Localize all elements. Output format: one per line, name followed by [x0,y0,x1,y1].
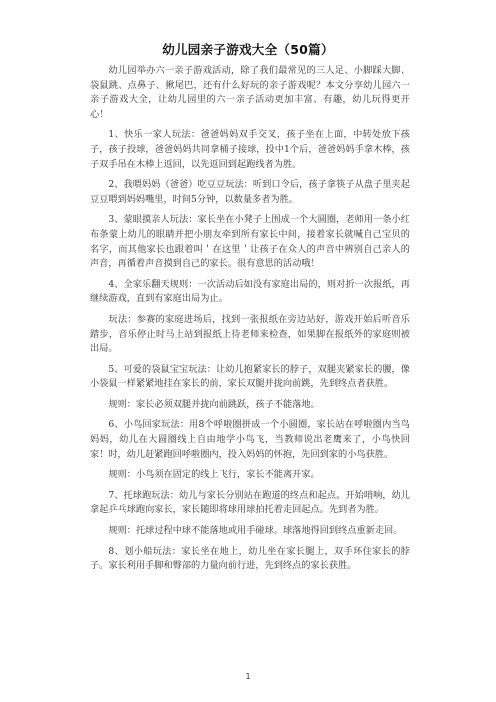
paragraph-game-4-play: 玩法：参赛的家庭进场后，找到一张报纸在旁边站好，游戏开始后听音乐踏步，音乐停止时马上站到报纸上待老师来检查，如果脚在报纸外的家庭则被出局。 [90,313,410,355]
paragraph-game-4-rules: 4、全家乐翻天规则：一次活动后如没有家庭出局的，则对折一次报纸，再继续游戏，直到有家庭出局为止。 [90,278,410,305]
paragraph-game-5: 5、可爱的袋鼠宝宝玩法：让幼儿抱紧家长的脖子，双腿夹紧家长的腰，像小袋鼠一样紧紧地挂在家长的前，家长双腿并拢向前跳，先到终点者获胜。 [90,363,410,390]
document-title: 幼儿园亲子游戏大全（50篇） [162,42,334,57]
paragraph-game-6-rules: 规则：小鸟须在固定的线上飞行，家长不能离开家。 [108,469,320,481]
paragraph-game-6: 6、小鸟回家玩法：用8个呼啦圈拼成一个小圆圈，家长站在呼啦圈内当鸟妈妈，幼儿在大圆圈线上自由地学小鸟飞，当教师说出老鹰来了，小鸟快回家！时，幼儿赶紧跑回呼啦圈内，投入妈妈的怀抱，先回到家的小鸟获胜。 [90,419,410,460]
paragraph-game-8: 8、划小船玩法：家长坐在地上，幼儿坐在家长腿上，双手环住家长的脖子。家长利用手脚和臀部的力量向前行进，先到终点的家长获胜。 [90,545,410,572]
document-body [90,64,410,580]
paragraph-game-7: 7、托球跑玩法：幼儿与家长分别站在跑道的终点和起点。开始哨响，幼儿拿起乒乓球跑向家长，家长随即将球用球拍托着走回起点。先到者为胜。 [90,489,410,516]
paragraph-game-5-rules: 规则：家长必须双腿并拢向前跳跃，孩子不能落地。 [108,398,320,410]
paragraph-intro: 幼儿园举办六一亲子游戏活动，除了我们最常见的三人足、小脚踩大脚、袋鼠跳、点鼻子、揪尾巴，还有什么好玩的亲子游戏呢？本文分享幼儿园六一亲子游戏大全，让幼儿园里的六一亲子活动更加丰富、有趣，幼儿玩得更开心！ [90,65,410,120]
paragraph-game-3: 3、蒙眼摸亲人玩法：家长坐在小凳子上围成一个大圆圈，老师用一条小红布条蒙上幼儿的眼睛并把小朋友牵到所有家长中间，接着家长就喊自己宝贝的名字，而其他家长也跟着叫＇在这里＇让孩子在众人的声音中辨别自己亲人的声音，再循着声音摸到自己的家长。很有意思的活动哦！ [90,214,410,270]
page-number: 1 [245,672,251,681]
paragraph-game-1: 1、快乐一家人玩法：爸爸妈妈双手交叉，孩子坐在上面，中转处放下孩子，孩子投球，爸爸妈妈共同拿桶子接球，投中1个后，爸爸妈妈手拿木棒，孩子双手吊在木棒上返回，以先返回到起跑线者为胜。 [90,129,410,170]
paragraph-game-7-rules: 规则：托球过程中球不能落地或用手碰球。球落地得回到终点重新走回。 [108,525,403,537]
paragraph-game-2: 2、我喂妈妈（爸爸）吃豆豆玩法：听到口令后，孩子拿筷子从盘子里夹起豆豆喂到妈妈嘴里，时间5分钟，以数量多者为胜。 [90,179,410,205]
